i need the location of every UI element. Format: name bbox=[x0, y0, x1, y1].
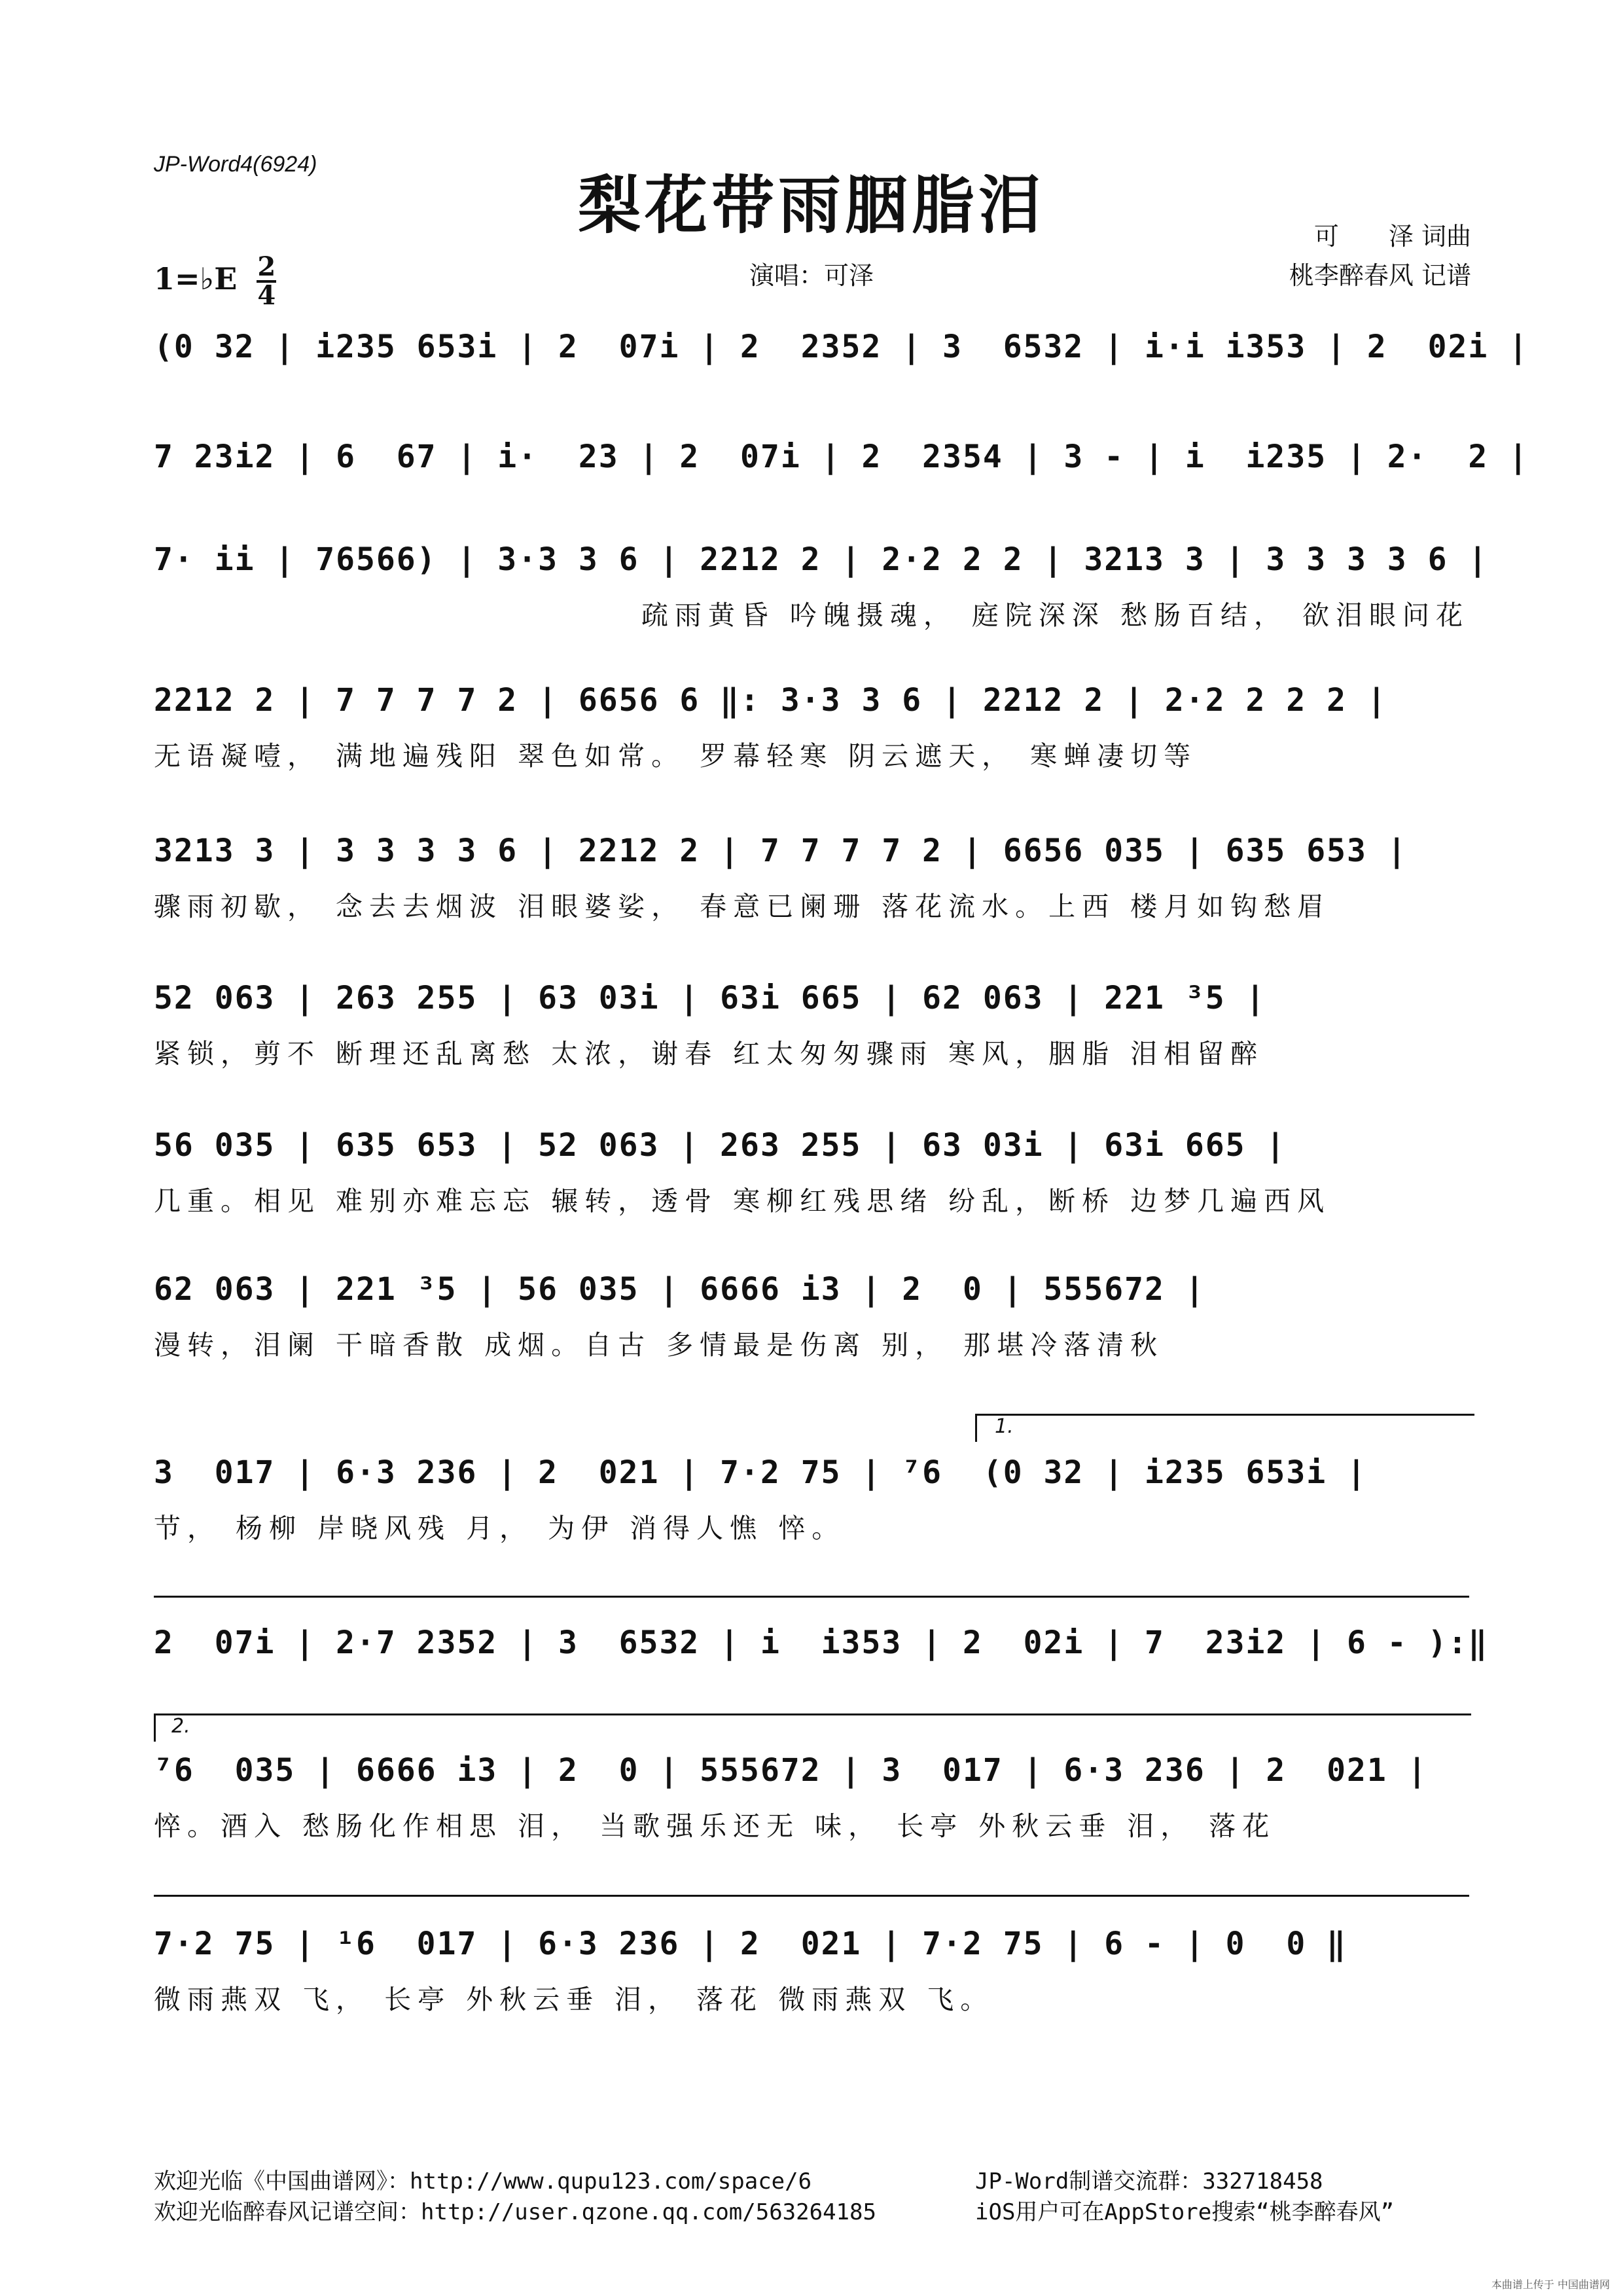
score-line bbox=[154, 1446, 1469, 1545]
score-notes: ⁷6 035 | 6666 i3 | 2 0 | 555672 | 3 017 | 6·3 236 | 2 021 | bbox=[154, 1752, 1428, 1789]
volta-2-label: 2. bbox=[171, 1715, 190, 1738]
volta-2-bracket bbox=[154, 1713, 1471, 1742]
footer-group: JP-Word制谱交流群：332718458 bbox=[975, 2168, 1323, 2195]
score-lyrics: 悴。酒入 愁肠化作相思 泪， 当歌强乐还无 味， 长亭 外秋云垂 泪， 落花 bbox=[154, 1810, 1276, 1842]
score-lyrics: 无语凝噎， 满地遍残阳 翠色如常。 罗幕轻寒 阴云遮天， 寒蝉凄切等 bbox=[154, 740, 1198, 772]
score-lyrics: 骤雨初歇， 念去去烟波 泪眼婆娑， 春意已阑珊 落花流水。上西 楼月如钩愁眉 bbox=[154, 891, 1331, 922]
upload-watermark: 本曲谱上传于 中国曲谱网 bbox=[1491, 2278, 1610, 2291]
singer: 演唱：可泽 bbox=[749, 261, 874, 290]
volta-1-continuation bbox=[154, 1596, 1469, 1598]
software-version: JP-Word4(6924) bbox=[154, 152, 317, 177]
score-line bbox=[154, 674, 1469, 772]
footer-ios: iOS用户可在AppStore搜索“桃李醉春风” bbox=[975, 2199, 1395, 2225]
volta-1-bracket bbox=[975, 1414, 1474, 1442]
key-label: 1=♭E bbox=[154, 261, 238, 296]
credit-composer: 可 泽 词曲 bbox=[1313, 222, 1471, 251]
score-line bbox=[154, 1918, 1469, 2016]
score-line bbox=[154, 972, 1469, 1070]
score-notes: 3 017 | 6·3 236 | 2 021 | 7·2 75 | ⁷6 (0 32 | i235 653i | bbox=[154, 1454, 1367, 1491]
volta-2-continuation bbox=[154, 1895, 1469, 1897]
score-line bbox=[154, 431, 1529, 529]
score-notes: 7·2 75 | ¹6 017 | 6·3 236 | 2 021 | 7·2 75 | 6 - | 0 0 ‖ bbox=[154, 1926, 1347, 1962]
footer-link-qzone: 欢迎光临醉春风记谱空间：http://user.qzone.qq.com/563264185 bbox=[154, 2199, 876, 2225]
score-lyrics: 紧锁，剪不 断理还乱离愁 太浓，谢春 红太匆匆骤雨 寒风，胭脂 泪相留醉 bbox=[154, 1038, 1264, 1069]
score-lyrics: 疏雨黄昏 吟魄摄魂， 庭院深深 愁肠百结， 欲泪眼问花 bbox=[641, 600, 1469, 631]
score-notes: (0 32 | i235 653i | 2 07i | 2 2352 | 3 6532 | i·i i353 | 2 02i | bbox=[154, 329, 1529, 365]
score-lyrics: 节， 杨柳 岸晓风残 月， 为伊 消得人憔 悴。 bbox=[154, 1513, 846, 1544]
score-notes: 7 23i2 | 6 67 | i· 23 | 2 07i | 2 2354 | 3 - | i i235 | 2· 2 | bbox=[154, 439, 1529, 475]
score-notes: 3213 3 | 3 3 3 3 6 | 2212 2 | 7 7 7 7 2 | 6656 035 | 635 653 | bbox=[154, 833, 1408, 869]
score-line bbox=[154, 1744, 1469, 1842]
score-line bbox=[154, 1263, 1469, 1361]
score-lyrics: 漫转，泪阑 干暗香散 成烟。自古 多情最是伤离 别， 那堪冷落清秋 bbox=[154, 1329, 1164, 1361]
score-line bbox=[154, 321, 1529, 419]
score-line bbox=[154, 1119, 1469, 1217]
time-bottom: 4 bbox=[257, 280, 276, 311]
score-notes: 62 063 | 221 ³5 | 56 035 | 6666 i3 | 2 0 | 555672 | bbox=[154, 1271, 1205, 1308]
time-top: 2 bbox=[257, 251, 276, 282]
score-notes: 56 035 | 635 653 | 52 063 | 263 255 | 63 03i | 63i 665 | bbox=[154, 1127, 1287, 1164]
footer-link-qupu: 欢迎光临《中国曲谱网》：http://www.qupu123.com/space/6 bbox=[154, 2168, 812, 2195]
score-lyrics: 几重。相见 难别亦难忘忘 辗转，透骨 寒柳红残思绪 纷乱，断桥 边梦几遍西风 bbox=[154, 1185, 1331, 1217]
score-line bbox=[154, 1617, 1489, 1715]
credit-transcriber: 桃李醉春风 记谱 bbox=[1289, 261, 1471, 290]
score-notes: 7· ii | 76566) | 3·3 3 6 | 2212 2 | 2·2 2 2 | 3213 3 | 3 3 3 3 6 | bbox=[154, 541, 1489, 578]
score-line bbox=[154, 825, 1469, 923]
page-title: 梨花带雨胭脂泪 bbox=[578, 169, 1045, 242]
volta-1-label: 1. bbox=[995, 1415, 1014, 1438]
score-line bbox=[154, 533, 1489, 632]
score-notes: 2212 2 | 7 7 7 7 2 | 6656 6 ‖: 3·3 3 6 | 2212 2 | 2·2 2 2 2 | bbox=[154, 682, 1387, 719]
score-lyrics: 微雨燕双 飞， 长亭 外秋云垂 泪， 落花 微雨燕双 飞。 bbox=[154, 1984, 994, 2015]
score-notes: 2 07i | 2·7 2352 | 3 6532 | i i353 | 2 02i | 7 23i2 | 6 - ):‖ bbox=[154, 1624, 1489, 1661]
score-notes: 52 063 | 263 255 | 63 03i | 63i 665 | 62 063 | 221 ³5 | bbox=[154, 980, 1266, 1016]
